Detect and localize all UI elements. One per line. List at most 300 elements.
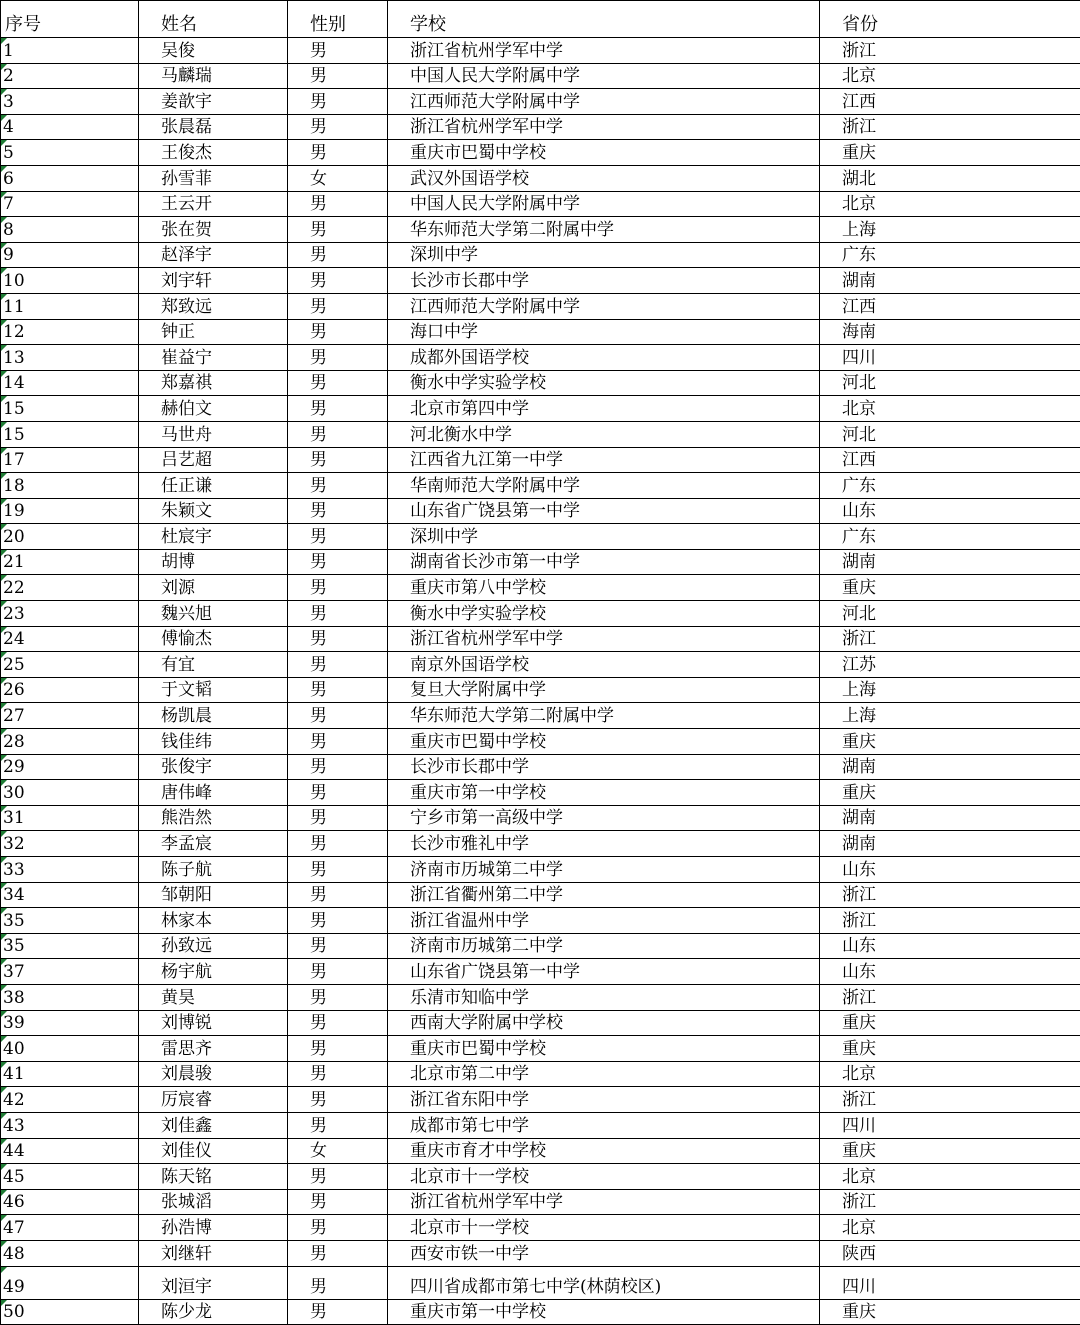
cell-province: 河北 — [820, 370, 1080, 396]
cell-name: 张在贺 — [139, 217, 288, 243]
cell-seq: 18 — [1, 473, 139, 499]
cell-province: 重庆 — [820, 780, 1080, 806]
cell-name: 有宜 — [139, 652, 288, 678]
table-row — [1, 626, 1080, 652]
cell-seq: 5 — [1, 140, 139, 166]
cell-seq: 9 — [1, 242, 139, 268]
cell-name: 胡博 — [139, 549, 288, 575]
cell-province: 北京 — [820, 191, 1080, 217]
cell-province: 湖南 — [820, 268, 1080, 294]
cell-school: 山东省广饶县第一中学 — [388, 498, 820, 524]
cell-name: 陈天铭 — [139, 1164, 288, 1190]
cell-province: 广东 — [820, 473, 1080, 499]
cell-gender: 男 — [288, 370, 388, 396]
cell-gender: 男 — [288, 984, 388, 1010]
cell-school: 北京市十一学校 — [388, 1215, 820, 1241]
cell-seq: 3 — [1, 89, 139, 115]
cell-seq: 46 — [1, 1189, 139, 1215]
cell-seq: 29 — [1, 754, 139, 780]
cell-gender: 男 — [288, 1189, 388, 1215]
header-row — [1, 1, 1080, 38]
cell-province: 上海 — [820, 217, 1080, 243]
cell-name: 杜宸宇 — [139, 524, 288, 550]
cell-gender: 男 — [288, 140, 388, 166]
cell-school: 浙江省杭州学军中学 — [388, 38, 820, 64]
table-row — [1, 857, 1080, 883]
table-row — [1, 319, 1080, 345]
cell-seq: 22 — [1, 575, 139, 601]
cell-seq: 19 — [1, 498, 139, 524]
table-row — [1, 421, 1080, 447]
cell-school: 乐清市知临中学 — [388, 984, 820, 1010]
table-row — [1, 370, 1080, 396]
cell-province: 河北 — [820, 421, 1080, 447]
cell-school: 北京市第二中学 — [388, 1061, 820, 1087]
table-row — [1, 831, 1080, 857]
cell-province: 重庆 — [820, 140, 1080, 166]
cell-seq: 48 — [1, 1240, 139, 1266]
cell-school: 浙江省衢州第二中学 — [388, 882, 820, 908]
cell-name: 熊浩然 — [139, 805, 288, 831]
cell-province: 海南 — [820, 319, 1080, 345]
cell-province: 浙江 — [820, 38, 1080, 64]
cell-school: 济南市历城第二中学 — [388, 857, 820, 883]
cell-seq: 11 — [1, 293, 139, 319]
table-row — [1, 345, 1080, 371]
cell-name: 张俊宇 — [139, 754, 288, 780]
cell-province: 湖南 — [820, 831, 1080, 857]
cell-name: 刘宇轩 — [139, 268, 288, 294]
cell-province: 浙江 — [820, 114, 1080, 140]
cell-seq: 37 — [1, 959, 139, 985]
table-row — [1, 780, 1080, 806]
cell-school: 衡水中学实验学校 — [388, 370, 820, 396]
cell-school: 深圳中学 — [388, 524, 820, 550]
cell-name: 刘博锐 — [139, 1010, 288, 1036]
cell-seq: 25 — [1, 652, 139, 678]
cell-name: 于文韬 — [139, 677, 288, 703]
cell-province: 北京 — [820, 396, 1080, 422]
cell-seq: 34 — [1, 882, 139, 908]
table-row — [1, 1215, 1080, 1241]
table-row — [1, 447, 1080, 473]
cell-school: 中国人民大学附属中学 — [388, 191, 820, 217]
cell-seq: 13 — [1, 345, 139, 371]
cell-gender: 男 — [288, 1215, 388, 1241]
cell-province: 重庆 — [820, 1138, 1080, 1164]
header-name: 姓名 — [139, 1, 288, 38]
cell-seq: 7 — [1, 191, 139, 217]
cell-province: 陕西 — [820, 1240, 1080, 1266]
cell-seq: 45 — [1, 1164, 139, 1190]
table-row — [1, 1266, 1080, 1299]
cell-gender: 男 — [288, 1240, 388, 1266]
cell-school: 四川省成都市第七中学(林荫校区) — [388, 1266, 820, 1299]
table-row — [1, 754, 1080, 780]
cell-school: 华东师范大学第二附属中学 — [388, 703, 820, 729]
cell-gender: 男 — [288, 1087, 388, 1113]
cell-province: 江西 — [820, 89, 1080, 115]
cell-gender: 男 — [288, 831, 388, 857]
cell-name: 张城滔 — [139, 1189, 288, 1215]
table-row — [1, 498, 1080, 524]
table-row — [1, 165, 1080, 191]
cell-gender: 男 — [288, 959, 388, 985]
cell-school: 武汉外国语学校 — [388, 165, 820, 191]
cell-seq: 44 — [1, 1138, 139, 1164]
cell-seq: 35 — [1, 933, 139, 959]
table-row — [1, 601, 1080, 627]
cell-school: 宁乡市第一高级中学 — [388, 805, 820, 831]
cell-gender: 男 — [288, 882, 388, 908]
table-row — [1, 242, 1080, 268]
cell-seq: 50 — [1, 1299, 139, 1325]
table-row — [1, 882, 1080, 908]
cell-school: 华东师范大学第二附属中学 — [388, 217, 820, 243]
cell-gender: 男 — [288, 703, 388, 729]
cell-province: 山东 — [820, 959, 1080, 985]
cell-school: 北京市第四中学 — [388, 396, 820, 422]
cell-seq: 39 — [1, 1010, 139, 1036]
cell-school: 山东省广饶县第一中学 — [388, 959, 820, 985]
cell-name: 魏兴旭 — [139, 601, 288, 627]
cell-province: 上海 — [820, 703, 1080, 729]
table-row — [1, 524, 1080, 550]
cell-school: 中国人民大学附属中学 — [388, 63, 820, 89]
cell-gender: 男 — [288, 345, 388, 371]
cell-province: 四川 — [820, 1266, 1080, 1299]
cell-name: 陈少龙 — [139, 1299, 288, 1325]
cell-name: 任正谦 — [139, 473, 288, 499]
cell-school: 重庆市第一中学校 — [388, 1299, 820, 1325]
cell-seq: 15 — [1, 421, 139, 447]
cell-province: 重庆 — [820, 729, 1080, 755]
cell-gender: 男 — [288, 89, 388, 115]
header-gender: 性别 — [288, 1, 388, 38]
cell-school: 长沙市雅礼中学 — [388, 831, 820, 857]
table-row — [1, 1112, 1080, 1138]
cell-school: 重庆市巴蜀中学校 — [388, 1036, 820, 1062]
cell-name: 刘源 — [139, 575, 288, 601]
cell-name: 王俊杰 — [139, 140, 288, 166]
cell-name: 刘佳鑫 — [139, 1112, 288, 1138]
cell-name: 孙致远 — [139, 933, 288, 959]
cell-seq: 24 — [1, 626, 139, 652]
table-row — [1, 63, 1080, 89]
cell-province: 浙江 — [820, 984, 1080, 1010]
cell-name: 刘晨骏 — [139, 1061, 288, 1087]
header-province: 省份 — [820, 1, 1080, 38]
cell-gender: 男 — [288, 1061, 388, 1087]
cell-seq: 23 — [1, 601, 139, 627]
cell-gender: 男 — [288, 268, 388, 294]
cell-seq: 41 — [1, 1061, 139, 1087]
cell-name: 赵泽宇 — [139, 242, 288, 268]
table-body — [1, 38, 1080, 1325]
cell-gender: 男 — [288, 319, 388, 345]
cell-gender: 男 — [288, 293, 388, 319]
table-row — [1, 38, 1080, 64]
cell-seq: 31 — [1, 805, 139, 831]
cell-gender: 男 — [288, 626, 388, 652]
cell-gender: 男 — [288, 805, 388, 831]
cell-seq: 28 — [1, 729, 139, 755]
cell-name: 钱佳纬 — [139, 729, 288, 755]
cell-school: 重庆市巴蜀中学校 — [388, 140, 820, 166]
cell-gender: 男 — [288, 242, 388, 268]
cell-gender: 男 — [288, 524, 388, 550]
cell-seq: 21 — [1, 549, 139, 575]
cell-gender: 男 — [288, 780, 388, 806]
cell-school: 成都市第七中学 — [388, 1112, 820, 1138]
cell-province: 广东 — [820, 524, 1080, 550]
table-row — [1, 217, 1080, 243]
cell-name: 林家本 — [139, 908, 288, 934]
cell-name: 杨宇航 — [139, 959, 288, 985]
cell-name: 张晨磊 — [139, 114, 288, 140]
cell-gender: 男 — [288, 114, 388, 140]
cell-province: 重庆 — [820, 1036, 1080, 1062]
cell-school: 西安市铁一中学 — [388, 1240, 820, 1266]
cell-name: 孙浩博 — [139, 1215, 288, 1241]
cell-name: 刘洹宇 — [139, 1266, 288, 1299]
cell-name: 黄昊 — [139, 984, 288, 1010]
cell-province: 湖南 — [820, 805, 1080, 831]
cell-name: 马世舟 — [139, 421, 288, 447]
cell-name: 刘佳仪 — [139, 1138, 288, 1164]
cell-name: 吕艺超 — [139, 447, 288, 473]
cell-seq: 4 — [1, 114, 139, 140]
table-row — [1, 1087, 1080, 1113]
table-row — [1, 191, 1080, 217]
cell-name: 唐伟峰 — [139, 780, 288, 806]
cell-name: 赫伯文 — [139, 396, 288, 422]
cell-school: 江西省九江第一中学 — [388, 447, 820, 473]
table-row — [1, 959, 1080, 985]
cell-school: 复旦大学附属中学 — [388, 677, 820, 703]
cell-province: 北京 — [820, 1061, 1080, 1087]
cell-name: 朱颖文 — [139, 498, 288, 524]
cell-gender: 男 — [288, 396, 388, 422]
header-school: 学校 — [388, 1, 820, 38]
cell-gender: 男 — [288, 1010, 388, 1036]
cell-seq: 15 — [1, 396, 139, 422]
table-row — [1, 396, 1080, 422]
cell-name: 郑致远 — [139, 293, 288, 319]
cell-name: 郑嘉祺 — [139, 370, 288, 396]
cell-gender: 男 — [288, 191, 388, 217]
cell-seq: 43 — [1, 1112, 139, 1138]
cell-province: 江西 — [820, 293, 1080, 319]
cell-province: 上海 — [820, 677, 1080, 703]
table-row — [1, 89, 1080, 115]
cell-gender: 男 — [288, 498, 388, 524]
cell-gender: 男 — [288, 677, 388, 703]
cell-school: 江西师范大学附属中学 — [388, 293, 820, 319]
cell-seq: 26 — [1, 677, 139, 703]
cell-province: 重庆 — [820, 1299, 1080, 1325]
table-row — [1, 1061, 1080, 1087]
cell-name: 崔益宁 — [139, 345, 288, 371]
cell-province: 山东 — [820, 498, 1080, 524]
cell-seq: 8 — [1, 217, 139, 243]
cell-province: 山东 — [820, 933, 1080, 959]
table-row — [1, 575, 1080, 601]
cell-gender: 男 — [288, 63, 388, 89]
cell-gender: 男 — [288, 38, 388, 64]
cell-school: 江西师范大学附属中学 — [388, 89, 820, 115]
table-row — [1, 1189, 1080, 1215]
cell-school: 重庆市育才中学校 — [388, 1138, 820, 1164]
cell-seq: 27 — [1, 703, 139, 729]
cell-province: 重庆 — [820, 1010, 1080, 1036]
cell-seq: 47 — [1, 1215, 139, 1241]
cell-name: 陈子航 — [139, 857, 288, 883]
cell-seq: 6 — [1, 165, 139, 191]
table-row — [1, 652, 1080, 678]
cell-school: 西南大学附属中学校 — [388, 1010, 820, 1036]
cell-name: 吴俊 — [139, 38, 288, 64]
table-row — [1, 1164, 1080, 1190]
cell-name: 厉宸睿 — [139, 1087, 288, 1113]
cell-province: 浙江 — [820, 1087, 1080, 1113]
cell-school: 衡水中学实验学校 — [388, 601, 820, 627]
cell-seq: 12 — [1, 319, 139, 345]
cell-gender: 男 — [288, 601, 388, 627]
cell-gender: 男 — [288, 1299, 388, 1325]
cell-province: 浙江 — [820, 882, 1080, 908]
cell-name: 李孟宸 — [139, 831, 288, 857]
cell-seq: 32 — [1, 831, 139, 857]
table-row — [1, 805, 1080, 831]
cell-province: 浙江 — [820, 908, 1080, 934]
cell-school: 华南师范大学附属中学 — [388, 473, 820, 499]
table-row — [1, 1010, 1080, 1036]
cell-school: 浙江省杭州学军中学 — [388, 626, 820, 652]
table-row — [1, 140, 1080, 166]
cell-name: 王云开 — [139, 191, 288, 217]
cell-school: 浙江省杭州学军中学 — [388, 114, 820, 140]
cell-school: 海口中学 — [388, 319, 820, 345]
cell-seq: 2 — [1, 63, 139, 89]
cell-name: 傅愉杰 — [139, 626, 288, 652]
cell-province: 浙江 — [820, 626, 1080, 652]
table-row — [1, 473, 1080, 499]
cell-gender: 男 — [288, 1266, 388, 1299]
table-row — [1, 1036, 1080, 1062]
cell-name: 孙雪菲 — [139, 165, 288, 191]
cell-gender: 男 — [288, 1164, 388, 1190]
cell-province: 重庆 — [820, 575, 1080, 601]
cell-gender: 男 — [288, 933, 388, 959]
cell-seq: 42 — [1, 1087, 139, 1113]
cell-gender: 男 — [288, 908, 388, 934]
table-row — [1, 268, 1080, 294]
cell-seq: 38 — [1, 984, 139, 1010]
table-row — [1, 729, 1080, 755]
cell-gender: 男 — [288, 652, 388, 678]
cell-province: 四川 — [820, 345, 1080, 371]
cell-seq: 35 — [1, 908, 139, 934]
cell-gender: 男 — [288, 729, 388, 755]
header-seq: 序号 — [1, 1, 139, 38]
table-row — [1, 677, 1080, 703]
cell-seq: 14 — [1, 370, 139, 396]
cell-gender: 男 — [288, 217, 388, 243]
table-row — [1, 549, 1080, 575]
cell-school: 济南市历城第二中学 — [388, 933, 820, 959]
cell-name: 马麟瑞 — [139, 63, 288, 89]
cell-school: 河北衡水中学 — [388, 421, 820, 447]
cell-school: 南京外国语学校 — [388, 652, 820, 678]
cell-gender: 男 — [288, 447, 388, 473]
cell-gender: 男 — [288, 754, 388, 780]
cell-gender: 女 — [288, 165, 388, 191]
cell-seq: 33 — [1, 857, 139, 883]
cell-province: 四川 — [820, 1112, 1080, 1138]
table-row — [1, 984, 1080, 1010]
cell-gender: 男 — [288, 1036, 388, 1062]
cell-school: 浙江省东阳中学 — [388, 1087, 820, 1113]
cell-school: 重庆市第一中学校 — [388, 780, 820, 806]
cell-school: 成都外国语学校 — [388, 345, 820, 371]
cell-gender: 男 — [288, 549, 388, 575]
cell-gender: 男 — [288, 857, 388, 883]
cell-school: 重庆市第八中学校 — [388, 575, 820, 601]
cell-seq: 17 — [1, 447, 139, 473]
cell-province: 北京 — [820, 63, 1080, 89]
cell-school: 深圳中学 — [388, 242, 820, 268]
cell-seq: 10 — [1, 268, 139, 294]
cell-province: 江西 — [820, 447, 1080, 473]
table-row — [1, 933, 1080, 959]
cell-province: 河北 — [820, 601, 1080, 627]
cell-name: 钟正 — [139, 319, 288, 345]
cell-seq: 30 — [1, 780, 139, 806]
table-row — [1, 703, 1080, 729]
cell-province: 湖南 — [820, 754, 1080, 780]
cell-seq: 40 — [1, 1036, 139, 1062]
cell-seq: 1 — [1, 38, 139, 64]
cell-gender: 男 — [288, 421, 388, 447]
cell-school: 湖南省长沙市第一中学 — [388, 549, 820, 575]
cell-school: 浙江省温州中学 — [388, 908, 820, 934]
cell-province: 山东 — [820, 857, 1080, 883]
cell-name: 姜歆宇 — [139, 89, 288, 115]
table-row — [1, 1299, 1080, 1325]
cell-school: 长沙市长郡中学 — [388, 754, 820, 780]
cell-gender: 男 — [288, 473, 388, 499]
cell-province: 广东 — [820, 242, 1080, 268]
cell-name: 杨凯晨 — [139, 703, 288, 729]
table-row — [1, 1240, 1080, 1266]
cell-name: 邹朝阳 — [139, 882, 288, 908]
cell-gender: 女 — [288, 1138, 388, 1164]
table-row — [1, 293, 1080, 319]
cell-province: 北京 — [820, 1215, 1080, 1241]
cell-name: 刘继轩 — [139, 1240, 288, 1266]
cell-gender: 男 — [288, 575, 388, 601]
cell-name: 雷思齐 — [139, 1036, 288, 1062]
cell-province: 湖北 — [820, 165, 1080, 191]
cell-school: 浙江省杭州学军中学 — [388, 1189, 820, 1215]
cell-school: 重庆市巴蜀中学校 — [388, 729, 820, 755]
cell-gender: 男 — [288, 1112, 388, 1138]
cell-seq: 20 — [1, 524, 139, 550]
table-row — [1, 114, 1080, 140]
cell-seq: 49 — [1, 1266, 139, 1299]
cell-province: 江苏 — [820, 652, 1080, 678]
